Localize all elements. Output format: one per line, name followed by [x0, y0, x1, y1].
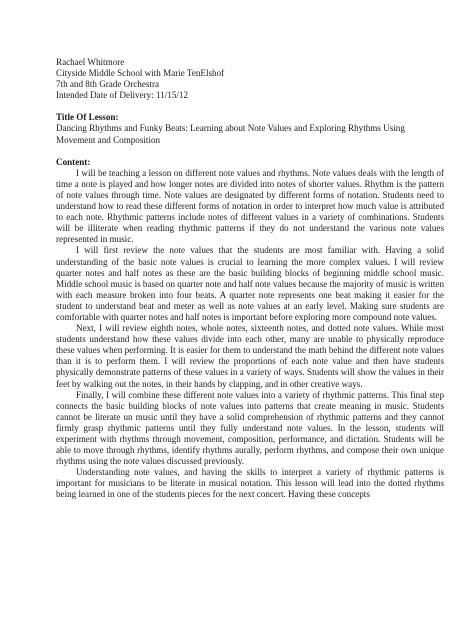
author-name: Rachael Whitmore [56, 57, 125, 67]
spacer [56, 146, 444, 157]
title-heading: Title Of Lesson: [56, 112, 119, 123]
paragraph: I will be teaching a lesson on different note values and rhythms. Note values deals with the length of time a note is played and how longer notes are divided into notes of shorter values. Rhythm is the pattern of note values through time. Note values are designated by different forms of notation. Students need to understand how to read these different forms of notation in order to interpret how much value is attributed to each note. Rhythmic patterns include notes of different values in a variety of combinations. Students will be illiterate when reading rhythmic patterns if they do not understand the various note values represented in music. [56, 167, 444, 245]
content-body [56, 168, 444, 501]
paragraph: Finally, I will combine these different note values into a variety of rhythmic patterns. This final step connects the basic building blocks of note values into patterns that create meaning in music. Students cannot be literate un music until they have a solid comprehension of rhythmic patterns and they cannot firmly grasp rhythmic patterns until they fully understand note values. In the lesson, students will experiment with rhythms through movement, composition, performance, and dictation. Students will be able to move through rhythms, identify rhythms aurally, perform rhythms, and compose their own unique rhythms using the note values discussed previously. [56, 389, 444, 467]
school-name: Cityside Middle School with Marie TenElshof [56, 68, 225, 79]
delivery-date: Intended Date of Delivery: 11/15/12 [56, 90, 188, 101]
paragraph: Next, I will review eighth notes, whole notes, sixteenth notes, and dotted note values. While most students understand how these values divide into each other, many are unable to physically reproduce these values when performing. It is easier for them to understand the math behind the different note values than it is to perform them. I will review the proportions of each note value and then have students physically demonstrate patterns of these values in a variety of ways. Students will show the values in their feet by walking out the notes, in their hands by clapping, and in other creative ways. [56, 323, 444, 389]
lesson-title: Dancing Rhythms and Funky Beats: Learning about Note Values and Exploring Rhythms Using Movement and Composition [56, 123, 405, 145]
paragraph: I will first review the note values that the students are most familiar with. Having a solid understanding of the basic note values is crucial to learning the more complex values. I will review quarter notes and half notes as these are the basic building blocks of beginning middle school music. Middle school music is based on quarter note and half note values because the majority of music is written with each measure broken into four beats. A quarter note represents one beat making it easier for the student to understand beat and meter as well as note values at an early level. Making sure students are comfortable with quarter notes and half notes is important before exploring more compound note values. [56, 245, 444, 322]
spacer [56, 101, 444, 112]
paragraph: Understanding note values, and having the skills to interpret a variety of rhythmic patterns is important for musicians to be literate in musical notation. This lesson will lead into the dotted rhythms being learned in one of the students pieces for the next concert. Having these concepts [56, 467, 444, 500]
grade-level: 7th and 8th Grade Orchestra [56, 79, 160, 90]
content-heading: Content: [56, 156, 91, 167]
